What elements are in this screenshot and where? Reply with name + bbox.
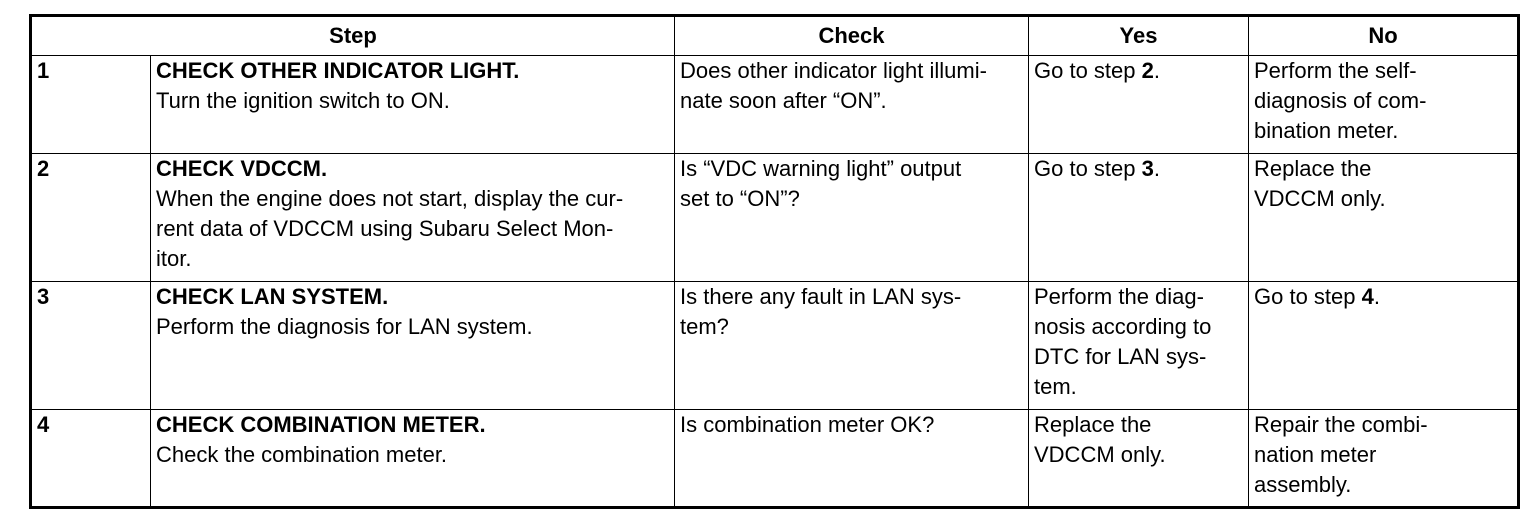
- yes-line: Perform the diag-: [1034, 284, 1204, 309]
- check-line: Does other indicator light illumi-: [680, 58, 987, 83]
- step-cell: [151, 154, 675, 282]
- no-line: diagnosis of com-: [1254, 88, 1427, 113]
- step-title: CHECK LAN SYSTEM.: [156, 284, 389, 309]
- no-suffix: .: [1373, 284, 1380, 309]
- step-cell: [151, 282, 675, 410]
- diagnostic-table: [29, 14, 1520, 509]
- check-line: nate soon after “ON”.: [680, 88, 887, 113]
- step-body-line: When the engine does not start, display the cur-: [156, 186, 624, 211]
- no-line: nation meter: [1254, 442, 1377, 467]
- yes-line: DTC for LAN sys-: [1034, 344, 1207, 369]
- yes-line: nosis according to: [1034, 314, 1212, 339]
- step-number: 1: [31, 56, 151, 154]
- yes-line: Replace the: [1034, 412, 1152, 437]
- header-no: No: [1249, 16, 1519, 56]
- yes-line: VDCCM only.: [1034, 442, 1166, 467]
- step-number: 3: [31, 282, 151, 410]
- check-line: Is “VDC warning light” output: [680, 156, 962, 181]
- check-line: tem?: [680, 314, 729, 339]
- no-line: Replace the: [1254, 156, 1372, 181]
- step-cell: [151, 56, 675, 154]
- yes-text: Go to step: [1034, 156, 1142, 181]
- step-number: 4: [31, 410, 151, 508]
- no-line: Repair the combi-: [1254, 412, 1428, 437]
- yes-cell: [1029, 282, 1249, 410]
- no-step-ref: 4: [1361, 284, 1374, 309]
- step-body-line: Check the combination meter.: [156, 442, 448, 467]
- step-number: 2: [31, 154, 151, 282]
- header-step: Step: [31, 16, 675, 56]
- step-title: CHECK OTHER INDICATOR LIGHT.: [156, 58, 520, 83]
- no-line: VDCCM only.: [1254, 186, 1386, 211]
- step-title: CHECK COMBINATION METER.: [156, 412, 486, 437]
- no-text: Go to step: [1254, 284, 1362, 309]
- check-line: Is combination meter OK?: [680, 412, 935, 437]
- step-cell: [151, 410, 675, 508]
- yes-step-ref: 2: [1141, 58, 1154, 83]
- yes-text: Go to step: [1034, 58, 1142, 83]
- table-row: [31, 56, 1519, 154]
- step-title: CHECK VDCCM.: [156, 156, 328, 181]
- no-cell: [1249, 410, 1519, 508]
- check-cell: [675, 410, 1029, 508]
- check-line: set to “ON”?: [680, 186, 800, 211]
- yes-cell: [1029, 154, 1249, 282]
- yes-line: tem.: [1034, 374, 1077, 399]
- check-cell: [675, 154, 1029, 282]
- check-cell: [675, 56, 1029, 154]
- check-cell: [675, 282, 1029, 410]
- no-line: Perform the self-: [1254, 58, 1417, 83]
- no-line: bination meter.: [1254, 118, 1399, 143]
- header-row: [31, 16, 1519, 56]
- step-body-line: Perform the diagnosis for LAN system.: [156, 314, 533, 339]
- step-body-line: Turn the ignition switch to ON.: [156, 88, 450, 113]
- no-cell: [1249, 282, 1519, 410]
- yes-suffix: .: [1153, 156, 1160, 181]
- yes-step-ref: 3: [1141, 156, 1154, 181]
- step-body-line: rent data of VDCCM using Subaru Select Mon-: [156, 216, 614, 241]
- no-line: assembly.: [1254, 472, 1352, 497]
- no-cell: [1249, 154, 1519, 282]
- no-cell: [1249, 56, 1519, 154]
- step-body-line: itor.: [156, 246, 192, 271]
- yes-suffix: .: [1153, 58, 1160, 83]
- yes-cell: [1029, 56, 1249, 154]
- table-row: [31, 410, 1519, 508]
- yes-cell: [1029, 410, 1249, 508]
- header-check: Check: [675, 16, 1029, 56]
- table-row: [31, 282, 1519, 410]
- table-row: [31, 154, 1519, 282]
- check-line: Is there any fault in LAN sys-: [680, 284, 962, 309]
- header-yes: Yes: [1029, 16, 1249, 56]
